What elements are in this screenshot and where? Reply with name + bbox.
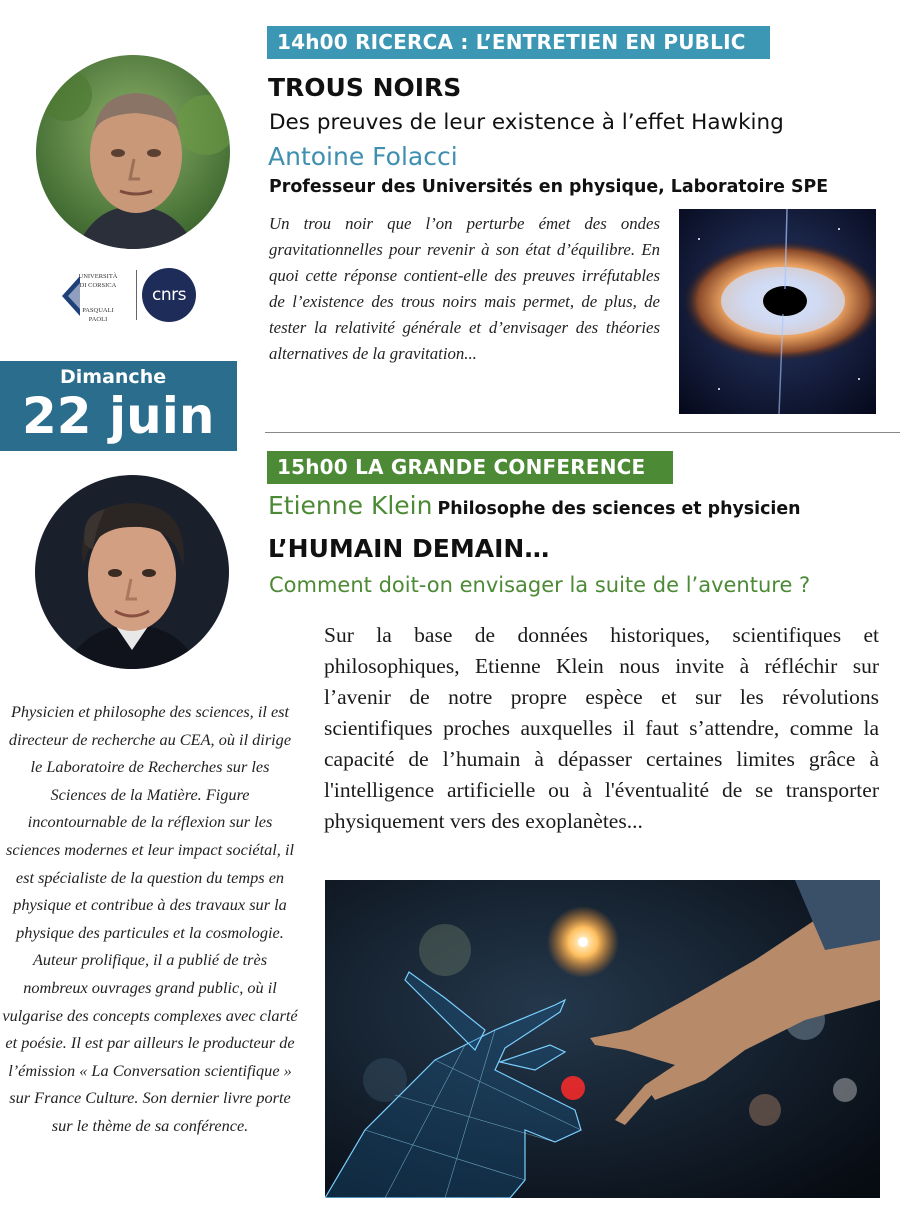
- talk1-description: Un trou noir que l’on perturbe émet des ondes gravitationnelles pour revenir à son état d’équilibre. En quoi cette réponse contient-elle des preuves irréfutables de l’existence des trous noirs mais permet, de plus, de tester la relativité générale et d’envisager des théories alternatives de la gravitation...: [269, 214, 660, 363]
- robot-human-hands-image: [325, 880, 880, 1198]
- svg-text:DI CORSICA: DI CORSICA: [79, 282, 117, 289]
- university-corsica-logo: [60, 268, 132, 324]
- session-tag-grande-conference: 15h00 LA GRANDE CONFERENCE: [267, 451, 673, 484]
- talk2-subtitle: Comment doit-on envisager la suite de l’aventure ?: [269, 573, 811, 597]
- talk1-subtitle: Des preuves de leur existence à l’effet Hawking: [269, 110, 784, 135]
- talk1-speaker-role: Professeur des Universités en physique, Laboratoire SPE: [269, 177, 829, 197]
- svg-text:PAOLI: PAOLI: [88, 316, 108, 323]
- speaker-bio: Physicien et philosophe des sciences, il est directeur de recherche au CEA, où il dirige le Laboratoire de Recherches sur les Sciences de la Matière. Figure incontournable de la réflexion sur les sciences modernes et leur impact sociétal, il est spécialiste de la question du temps en physique et contribue à des travaux sur la physique des particules et la cosmologie. Auteur prolifique, il a publié de très nombreux ouvrages grand public, où il vulgarise des concepts complexes avec clarté et poésie. Il est par ailleurs le producteur de l’émission « La Conversation scientifique » sur France Culture. Son dernier livre porte sur le thème de sa conférence.: [2, 702, 298, 1135]
- svg-text:UNIVERSITÀ: UNIVERSITÀ: [78, 273, 118, 280]
- session-tag-ricerca: 14h00 RICERCA : L’ENTRETIEN EN PUBLIC: [267, 26, 770, 59]
- event-day: Dimanche: [60, 366, 167, 388]
- cnrs-logo: cnrs: [142, 268, 196, 322]
- event-date-number: 22 juin: [22, 387, 215, 445]
- svg-text:PASQUALI: PASQUALI: [82, 307, 114, 314]
- event-date: [0, 361, 237, 451]
- section-divider: [265, 432, 900, 433]
- portrait-antoine-folacci: [36, 55, 230, 249]
- talk1-title: TROUS NOIRS: [268, 73, 462, 102]
- logo-divider: [136, 270, 137, 320]
- talk2-description: Sur la base de données historiques, scientifiques et philosophiques, Etienne Klein nous invite à réfléchir sur l’avenir de notre propre espèce et sur les révolutions scientifiques proches auxquelles il faut s’attendre, comme la capacité de l’humain à dépasser certaines limites grâce à l'intelligence artificielle ou à l'éventualité de se transporter physiquement vers des exoplanètes...: [324, 623, 879, 833]
- talk2-speaker-line: [268, 491, 801, 520]
- talk1-speaker: Antoine Folacci: [268, 142, 458, 171]
- talk2-speaker: Etienne Klein: [268, 491, 433, 520]
- talk2-title: L’HUMAIN DEMAIN…: [268, 534, 550, 563]
- black-hole-image: [679, 209, 876, 414]
- talk2-speaker-role: Philosophe des sciences et physicien: [437, 499, 801, 519]
- portrait-etienne-klein: [35, 475, 229, 669]
